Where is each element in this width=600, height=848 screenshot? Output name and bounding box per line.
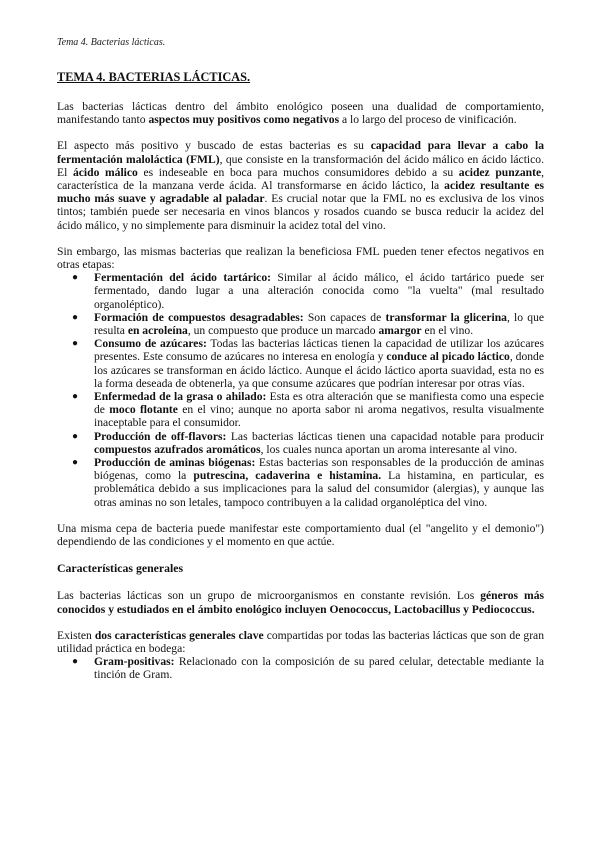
bold-text: géneros más conocidos y estudiados en el ámbito enológico incluyen Oenococcus, Lactobacillus y Pediococcus. bbox=[57, 589, 544, 616]
bold-text: acidez punzante bbox=[458, 165, 542, 179]
bold-text: compuestos azufrados aromáticos bbox=[94, 442, 261, 456]
text: Existen bbox=[57, 628, 95, 642]
list-item bbox=[94, 311, 544, 337]
bold-text: Consumo de azúcares: bbox=[94, 337, 207, 351]
text: en el vino; aunque no aporta sabor ni aroma negativos, resulta visualmente inaceptable para el consumidor. bbox=[94, 403, 544, 430]
negative-intro-paragraph: Sin embargo, las mismas bacterias que realizan la beneficiosa FML pueden tener efectos negativos en otras etapas: bbox=[57, 244, 544, 272]
text: Similar al ácido málico, el ácido tartárico puede ser fermentado, dando lugar a una alteración conocida como "la vuelta" (mal resultado organoléptico). bbox=[94, 271, 545, 311]
text: es indeseable en boca para muchos consumidores debido a su bbox=[137, 165, 459, 179]
bold-text: transformar la glicerina bbox=[385, 310, 507, 324]
bold-text: putrescina, cadaverina e histamina. bbox=[193, 469, 382, 483]
text: , que consiste en la transformación del ácido málico en ácido láctico. El bbox=[57, 152, 544, 179]
text: El aspecto más positivo y buscado de estas bacterias es su bbox=[57, 139, 371, 153]
text: Esta es otra alteración que se manifiesta como una especie de bbox=[94, 390, 544, 417]
list-item bbox=[94, 456, 544, 509]
dual-behavior-paragraph: Una misma cepa de bacteria puede manifestar este comportamiento dual (el "angelito y el demonio") dependiendo de las condiciones y el momento en que actúe. bbox=[57, 521, 544, 549]
text: Son capaces de bbox=[303, 310, 386, 324]
running-header: Tema 4. Bacterias lácticas. bbox=[57, 37, 166, 48]
bold-text: aspectos muy positivos como negativos bbox=[148, 113, 340, 127]
bold-text: ácido málico bbox=[72, 165, 138, 179]
text: Estas bacterias son responsables de la producción de aminas biógenas, como la bbox=[94, 456, 544, 483]
bold-text: dos características generales clave bbox=[94, 628, 264, 642]
list-item bbox=[94, 337, 544, 390]
bold-text: acidez resultante es mucho más suave y agradable al paladar bbox=[57, 179, 544, 206]
bold-text: amargor bbox=[378, 324, 422, 338]
text: La histamina, en particular, es problemática debido a sus implicaciones para la salud del consumidor (alergias), y aunque las otras aminas no son letales, tampoco contribuyen a la calidad organoléptica del vino. bbox=[94, 469, 544, 509]
positive-paragraph bbox=[57, 139, 544, 231]
text: en el vino. bbox=[421, 324, 474, 338]
text: , característica de la manzana verde ácida. Al transformarse en ácido láctico, la bbox=[57, 165, 544, 193]
text: , lo que resulta bbox=[94, 310, 545, 338]
text: Las bacterias lácticas son un grupo de microorganismos en constante revisión. Los bbox=[57, 589, 481, 603]
text: Relacionado con la composición de su pared celular, detectable mediante la tinción de Gram. bbox=[94, 655, 544, 682]
bold-text: Producción de aminas biógenas: bbox=[94, 456, 256, 470]
negative-effects-list bbox=[57, 271, 544, 509]
intro-paragraph bbox=[57, 100, 544, 126]
section-heading: Características generales bbox=[57, 561, 184, 576]
bold-text: Fermentación del ácido tartárico: bbox=[94, 271, 271, 285]
text: Las bacterias lácticas dentro del ámbito enológico poseen una dualidad de comportamiento, manifestando tanto bbox=[57, 100, 544, 127]
bold-text: moco flotante bbox=[109, 403, 178, 417]
text: , donde los azúcares se transforman en ácido láctico. Aunque el ácido láctico aporta suavidad, esta no es la forma deseada de obtenerla, ya que consume azúcares que podrían interesar por otras vías. bbox=[94, 350, 544, 390]
bold-text: capacidad para llevar a cabo la fermentación maloláctica (FML) bbox=[57, 139, 544, 166]
list-item bbox=[94, 430, 544, 456]
bold-text: conduce al picado láctico bbox=[386, 350, 510, 364]
list-item bbox=[94, 655, 544, 681]
bold-text: Enfermedad de la grasa o ahilado: bbox=[94, 390, 267, 404]
text: , los cuales nunca aportan un aroma interesante al vino. bbox=[260, 442, 518, 456]
text: . Es crucial notar que la FML no es exclusiva de los vinos tintos; también puede ser necesaria en vinos blancos y rosados cuando se busca reducir la acidez del ácido málico, y no simplemente para disminuir la acidez total del vino. bbox=[57, 192, 544, 232]
document-body bbox=[57, 70, 544, 695]
bold-text: Producción de off-flavors: bbox=[94, 429, 227, 443]
characteristics-paragraph bbox=[57, 629, 544, 655]
text: Todas las bacterias lácticas tienen la capacidad de utilizar los azúcares presentes. Este consumo de azúcares no interesa en enología y bbox=[94, 337, 544, 364]
list-item bbox=[94, 390, 544, 430]
list-item bbox=[94, 271, 544, 311]
document-title: TEMA 4. BACTERIAS LÁCTICAS. bbox=[57, 70, 251, 84]
text: , un compuesto que produce un marcado bbox=[187, 324, 379, 338]
genera-paragraph bbox=[57, 589, 544, 615]
text: compartidas por todas las bacterias lácticas que son de gran utilidad práctica en bodega: bbox=[57, 628, 544, 655]
text: a lo largo del proceso de vinificación. bbox=[339, 113, 517, 127]
bold-text: en acroleína bbox=[127, 324, 188, 338]
bold-text: Formación de compuestos desagradables: bbox=[94, 310, 304, 324]
text: Las bacterias lácticas tienen una capacidad notable para producir bbox=[226, 429, 545, 443]
bold-text: Gram-positivas: bbox=[94, 655, 175, 669]
characteristics-list bbox=[57, 655, 544, 681]
